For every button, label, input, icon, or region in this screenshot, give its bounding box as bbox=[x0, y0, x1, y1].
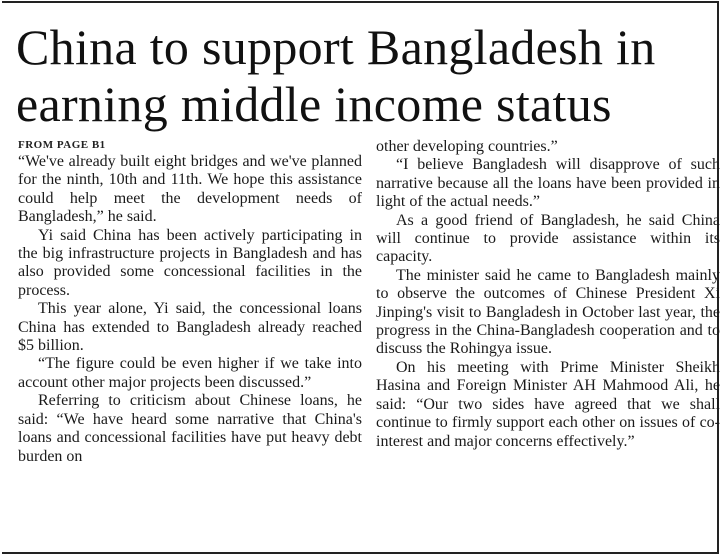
left-column bbox=[18, 138, 362, 466]
headline: China to support Bangladesh in earning middle income status bbox=[16, 19, 656, 132]
paragraph: As a good friend of Bangladesh, he said China will continue to provide assistance within its capacity. bbox=[376, 211, 720, 266]
paragraph: Yi said China has been actively participating in the big infrastructure projects in Bangladesh and has also provided some concessional facilities in the process. bbox=[18, 226, 362, 299]
paragraph: “The figure could be even higher if we take into account other major projects been discussed.” bbox=[18, 355, 362, 391]
paragraph: Referring to criticism about Chinese loans, he said: “We have heard some narrative that China's loans and concessional facilities have put heavy debt burden on bbox=[18, 392, 362, 465]
top-rule bbox=[2, 1, 717, 3]
paragraph: “We've already built eight bridges and we've planned for the ninth, 10th and 11th. We hope this assistance could help meet the development needs of Bangladesh,” he said. bbox=[18, 153, 362, 226]
right-column bbox=[376, 138, 720, 451]
paragraph: The minister said he came to Bangladesh mainly to observe the outcomes of Chinese President Xi Jinping's visit to Bangladesh in October last year, the progress in the China-Bangladesh cooperation and to discuss the Rohingya issue. bbox=[376, 266, 720, 358]
paragraph: This year alone, Yi said, the concessional loans China has extended to Bangladesh already reached $5 billion. bbox=[18, 300, 362, 355]
paragraph: “I believe Bangladesh will disapprove of such narrative because all the loans have been provided in light of the actual needs.” bbox=[376, 156, 720, 211]
continuation-label: FROM PAGE B1 bbox=[18, 139, 106, 151]
newspaper-clipping bbox=[2, 1, 719, 554]
paragraph: other developing countries.” bbox=[376, 138, 558, 155]
paragraph: On his meeting with Prime Minister Sheikh Hasina and Foreign Minister AH Mahmood Ali, he said: “Our two sides have agreed that we shall continue to firmly support each other on issues of co-interest and major concerns effectively.” bbox=[376, 358, 720, 450]
